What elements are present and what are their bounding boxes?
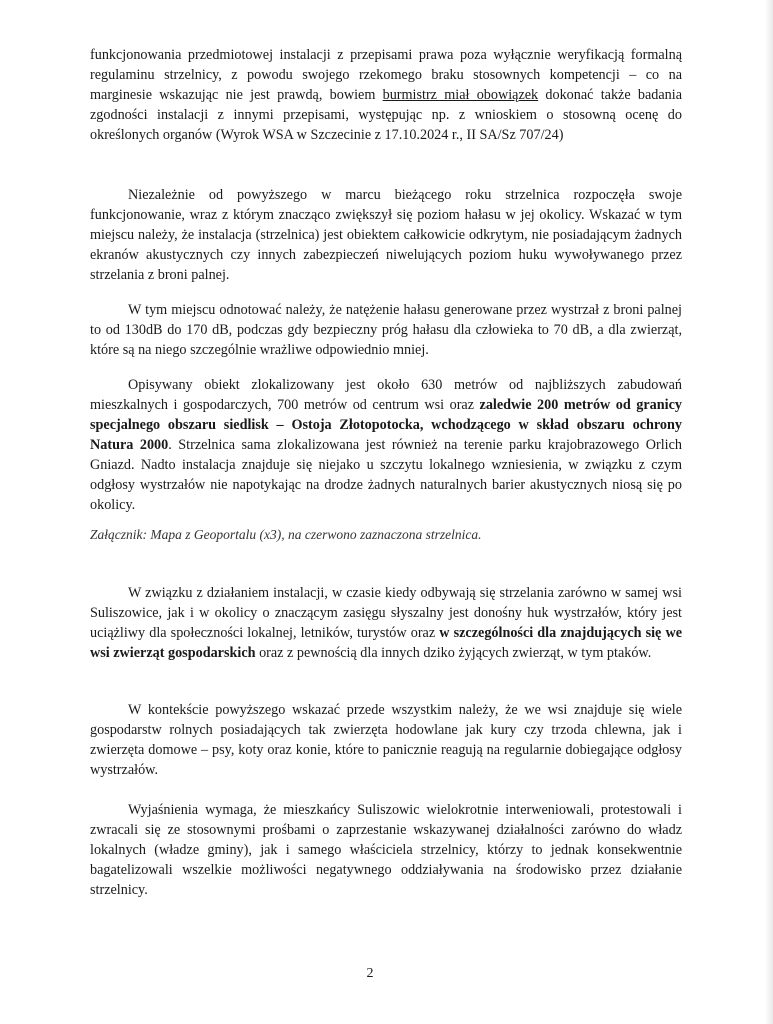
impact-bold-text: w szczególności dla znajdujących się we wsi zwierząt gospodarskich <box>90 625 683 661</box>
intro-text-a: funkcjonowania przedmiotowej instalacji z przepisami prawa poza wyłącznie weryfikacją formalną regulaminu strzelnicy, z powodu swojego rzekomego braku stosownych kompetencji – co na marginesie wskazując nie jest prawdą, bowiem <box>90 47 682 103</box>
paragraph-impact <box>90 583 682 663</box>
noise-start-text: Niezależnie od powyższego w marcu bieżącego roku strzelnica rozpoczęła swoje funkcjonowanie, wraz z którym znacząco zwiększył się poziom hałasu w jej okolicy. Wskazać w tym miejscu należy, że instalacja (strzelnica) jest obiektem całkowicie odkrytym, nie posiadającym żadnych ekranów akustycznych czy innych zabezpieczeń niwelujących poziom huku wywoływanego przez strzelania z broni palnej. <box>90 187 682 283</box>
intro-underlined-text: burmistrz miał obowiązek <box>382 87 539 103</box>
impact-text-b: oraz z pewnością dla innych dziko żyjących zwierząt, w tym ptaków. <box>255 645 652 661</box>
paragraph-intro <box>90 45 682 145</box>
residents-text: Wyjaśnienia wymaga, że mieszkańcy Suliszowic wielokrotnie interweniowali, protestowali i zwracali się ze stosownymi prośbami o zaprzestanie wskazywanej działalności zarówno do władz lokalnych (władze gminy), jak i samego właściciela strzelnicy, którzy to jednak konsekwentnie bagatelizowali wszelkie możliwości negatywnego oddziaływania na środowisko przez działanie strzelnicy. <box>90 802 682 898</box>
paragraph-noise-start <box>90 185 682 285</box>
paragraph-noise-levels <box>90 300 682 360</box>
location-text-b: . Strzelnica sama zlokalizowana jest również na terenie parku krajobrazowego Orlich Gniazd. Nadto instalacja znajduje się niejako u szczytu lokalnego wzniesienia, w związku z czym odgłosy wystrzałów nie napotykając na drodze żadnych naturalnych barier akustycznych niosą się po okolicy. <box>90 437 682 513</box>
intro-text-b: dokonać także badania zgodności instalacji z innymi przepisami, występując np. z wnioskiem o stosowną ocenę do określonych organów (Wyrok WSA w Szczecinie z 17.10.2024 r., II SA/Sz 707/24) <box>90 87 683 143</box>
location-bold-text: zaledwie 200 metrów od granicy specjalnego obszaru siedlisk – Ostoja Złotopotocka, wchodzącego w skład obszaru ochrony Natura 2000 <box>90 397 682 453</box>
farms-text: W kontekście powyższego wskazać przede wszystkim należy, że we wsi znajduje się wiele gospodarstw rolnych posiadających tak zwierzęta hodowlane jak kury czy trzoda chlewna, jak i zwierzęta domowe – psy, koty oraz konie, które to panicznie reagują na regularnie dobiegające odgłosy wystrzałów. <box>90 702 682 778</box>
paragraph-farms <box>90 700 682 780</box>
attachment-note-text: Załącznik: Mapa z Geoportalu (x3), na czerwono zaznaczona strzelnica. <box>90 527 482 542</box>
paragraph-location <box>90 375 682 515</box>
page-edge <box>765 0 773 1024</box>
page-number: 2 <box>366 966 374 981</box>
paragraph-residents <box>90 800 682 900</box>
impact-text-a: W związku z działaniem instalacji, w czasie kiedy odbywają się strzelania zarówno w samej wsi Suliszowice, jak i w okolicy o znaczącym zasięgu słyszalny jest donośny huk wystrzałów, który jest uciążliwy dla społeczności lokalnej, letników, turystów oraz <box>90 585 682 641</box>
attachment-note <box>90 525 682 545</box>
noise-levels-text: W tym miejscu odnotować należy, że natężenie hałasu generowane przez wystrzał z broni palnej to od 130dB do 170 dB, podczas gdy bezpieczny próg hałasu dla człowieka to 70 dB, a dla zwierząt, które są na niego szczególnie wrażliwe odpowiednio mniej. <box>90 302 682 358</box>
location-text-a: Opisywany obiekt zlokalizowany jest około 630 metrów od najbliższych zabudowań mieszkalnych i gospodarczych, 700 metrów od centrum wsi oraz <box>90 377 682 413</box>
